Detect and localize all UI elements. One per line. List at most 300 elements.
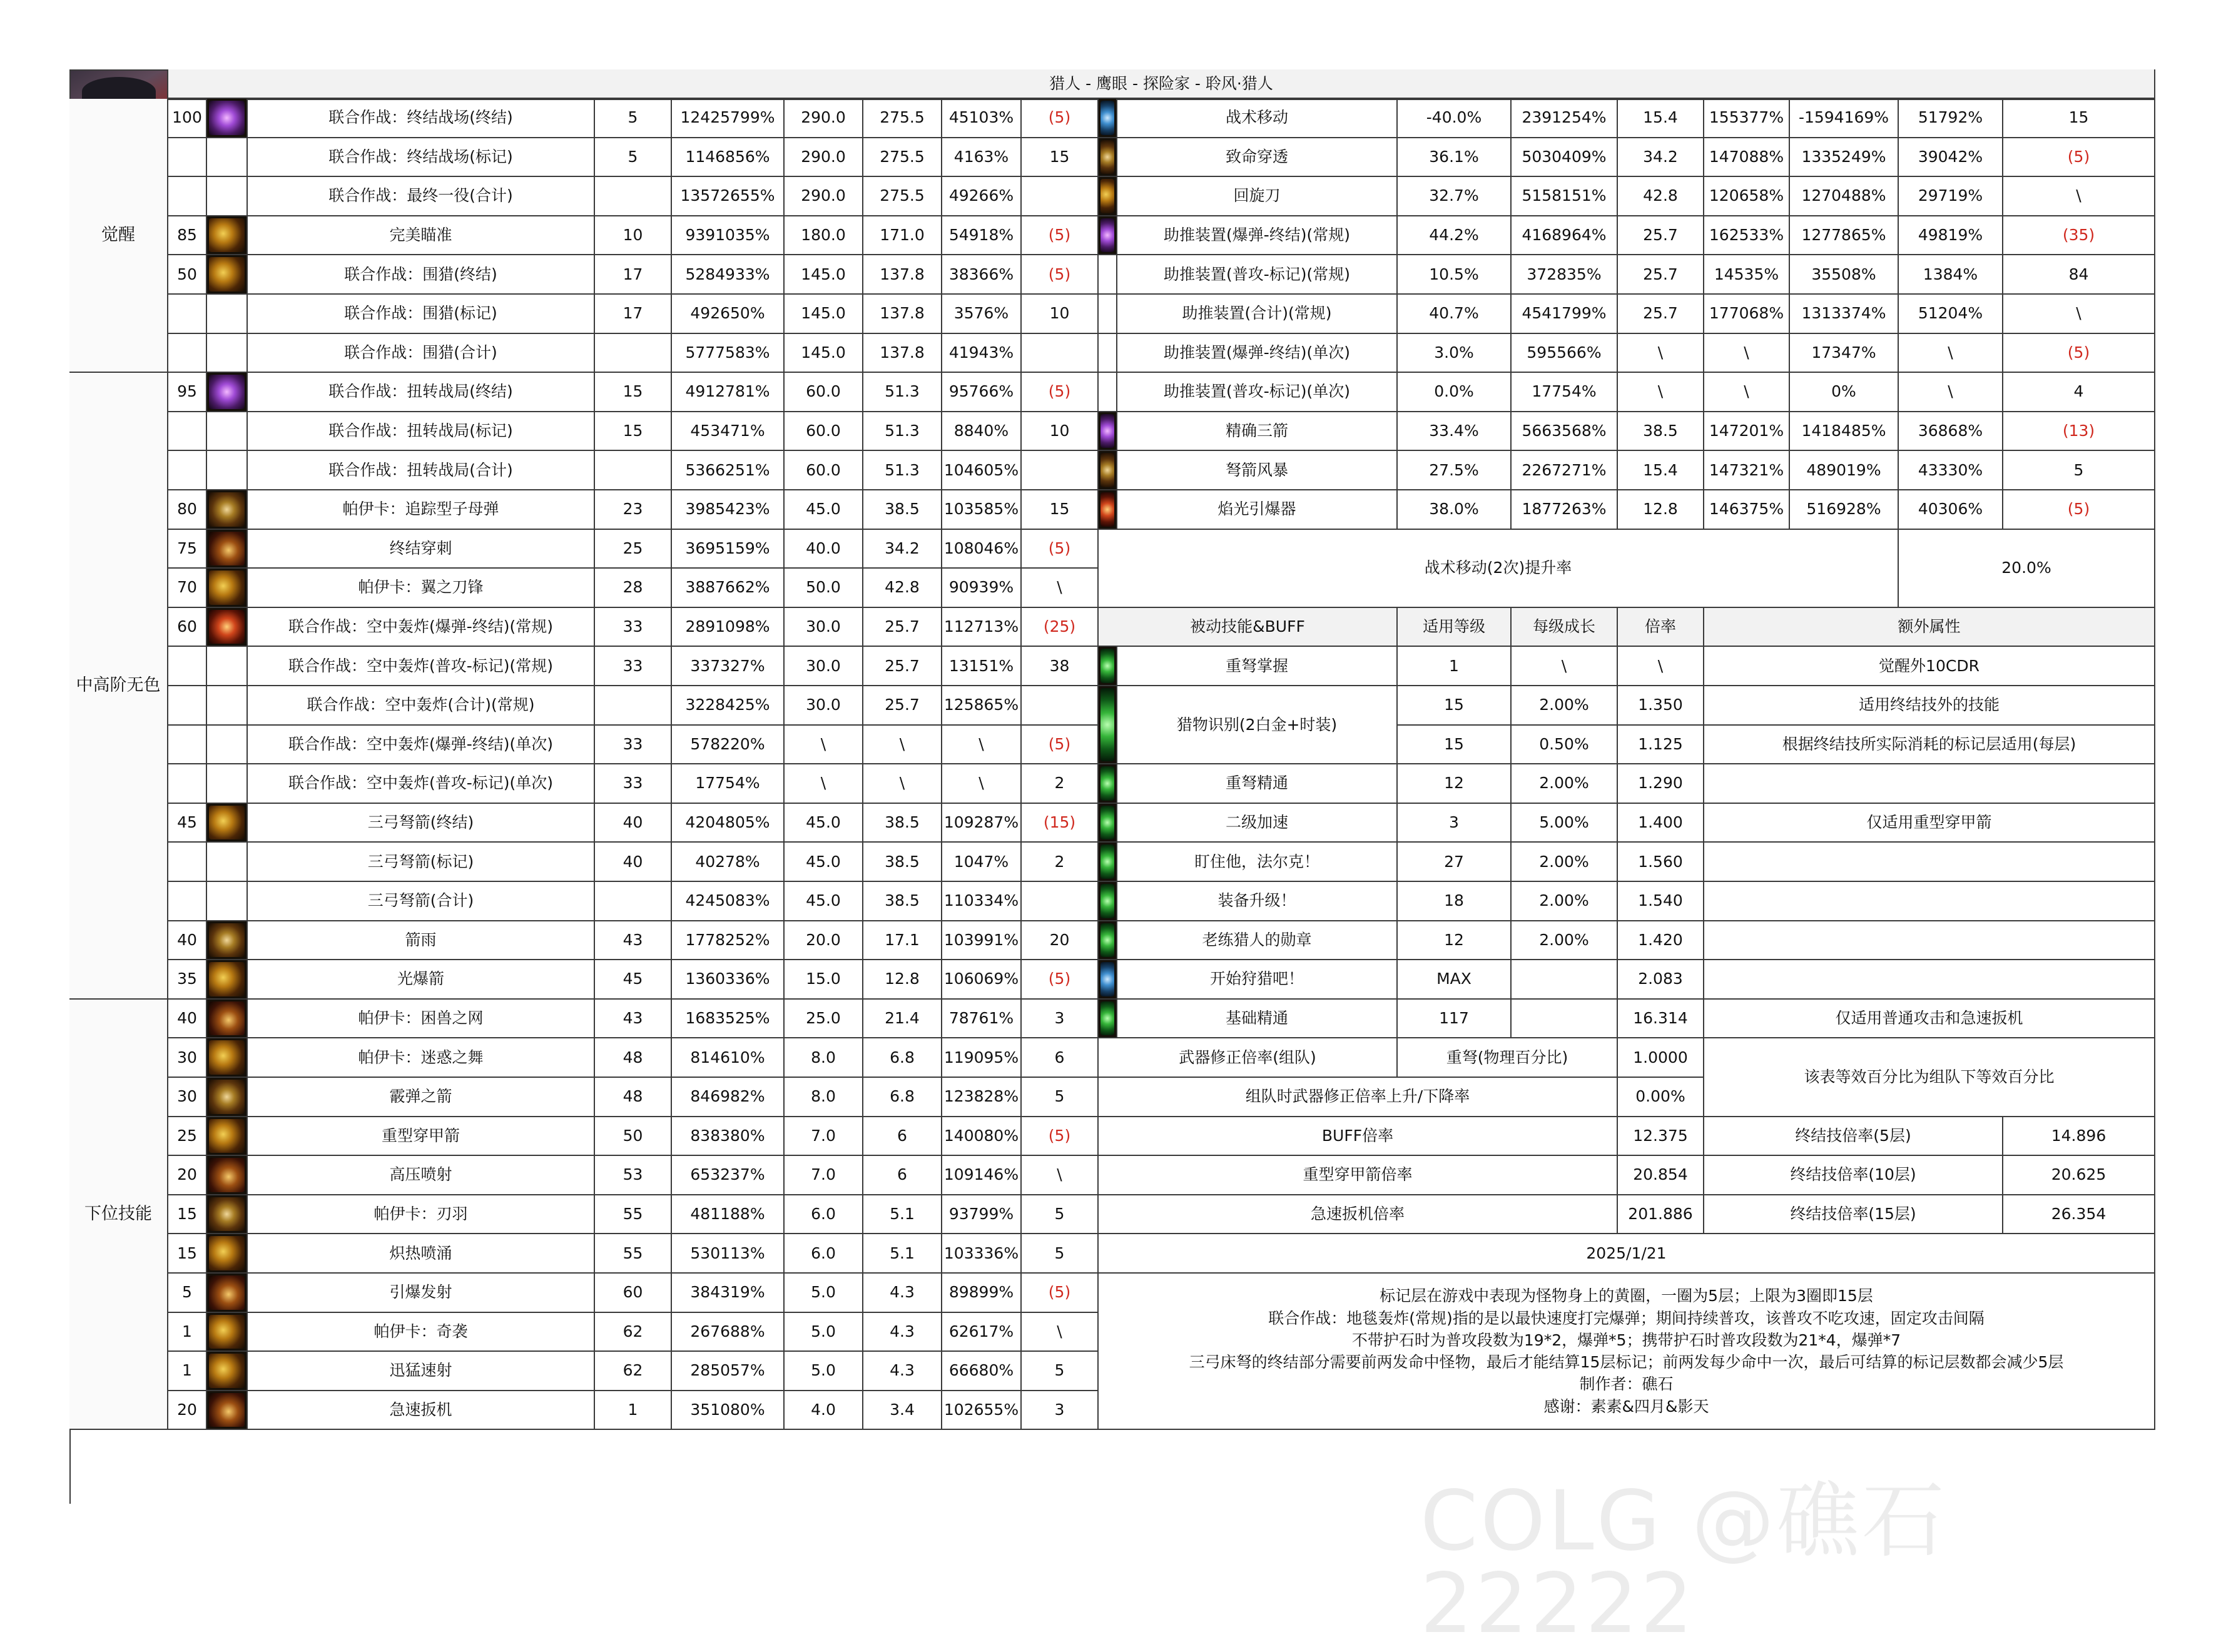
skill-dps: 103336% [942,1234,1022,1274]
skill-icon [207,216,248,256]
skill-pct [168,686,207,726]
skill-icon [207,373,248,412]
talisman-eff-pct: 2391254% [1512,99,1618,138]
skill-level: 62 [595,1313,672,1352]
talisman-dps-boost: 40306% [1899,490,2003,530]
skill-name: 完美瞄准 [248,216,595,256]
passive-extra [1704,882,2155,921]
skill-icon [207,608,248,647]
skill-name: 重型穿甲箭 [248,1117,595,1157]
passive-extra: 根据终结技所实际消耗的标记层适用(每层) [1704,726,2155,765]
skill-base-cd: 60.0 [785,412,863,452]
skill-base-cd: 20.0 [785,921,863,961]
talisman-single-boost: 1313374% [1790,295,1899,334]
skill-real-cd: 51.3 [863,373,942,412]
skill-name: 联合作战：最终一役(合计) [248,177,595,216]
skill-name: 联合作战：扭转战局(终结) [248,373,595,412]
skill-real-cd: 275.5 [863,177,942,216]
skill-real-cd: \ [863,764,942,804]
skill-marks: 2 [1022,764,1099,804]
skill-real-cd: 5.1 [863,1234,942,1274]
passive-level: 18 [1398,882,1512,921]
skill-icon [207,1117,248,1157]
talisman-single-boost: 1277865% [1790,216,1899,256]
skill-marks: (5) [1022,960,1099,1000]
skill-pct: 20 [168,1156,207,1195]
skill-name: 帕伊卡：翼之刀锋 [248,569,595,608]
skill-pct: 15 [168,1195,207,1235]
skill-name: 光爆箭 [248,960,595,1000]
skill-base-cd: 6.0 [785,1234,863,1274]
skill-dps: 49266% [942,177,1022,216]
skill-eff-pct: 1146856% [672,138,785,178]
skill-dps: 13151% [942,647,1022,686]
passive-ratio: 16.314 [1618,1000,1704,1039]
skill-base-cd: 30.0 [785,686,863,726]
skill-name: 三弓弩箭(终结) [248,804,595,843]
passive-level: 3 [1398,804,1512,843]
talisman-dps-boost: \ [1899,373,2003,412]
passive-icon [1099,1000,1117,1039]
skill-pct: 70 [168,569,207,608]
skill-base-cd: 290.0 [785,177,863,216]
skill-pct: 40 [168,1000,207,1039]
passive-level: 15 [1398,726,1512,765]
skill-pct: 25 [168,1117,207,1157]
talisman-cd: 15.4 [1618,99,1704,138]
skill-pct: 45 [168,804,207,843]
skill-marks: (15) [1022,804,1099,843]
skill-real-cd: 6.8 [863,1078,942,1117]
skill-icon-empty [207,451,248,490]
talisman-boost: 38.0% [1398,490,1512,530]
skill-level: 48 [595,1078,672,1117]
passive-name: 开始狩猎吧！ [1117,960,1398,1000]
skill-name: 三弓弩箭(合计) [248,882,595,921]
skill-pct: 20 [168,1391,207,1431]
talisman-name: 助推装置(爆弹-终结)(单次) [1117,334,1398,373]
skill-marks: (25) [1022,608,1099,647]
skill-eff-pct: 3695159% [672,530,785,569]
skill-base-cd: 45.0 [785,804,863,843]
skill-real-cd: 137.8 [863,255,942,295]
passive-extra [1704,764,2155,804]
talisman-eff-pct: 17754% [1512,373,1618,412]
skill-real-cd: 3.4 [863,1391,942,1431]
talisman-eff-pct: 1877263% [1512,490,1618,530]
skill-pct [168,764,207,804]
skill-icon [207,255,248,295]
skill-base-cd: 180.0 [785,216,863,256]
skill-real-cd: 275.5 [863,138,942,178]
talisman-eff-pct: 5158151% [1512,177,1618,216]
skill-marks: 10 [1022,412,1099,452]
note-line: 不带护石时为普攻段数为19*2，爆弹*5；携带护石时普攻段数为21*4，爆弹*7 [1351,1330,1901,1349]
passive-header-growth: 每级成长 [1512,608,1618,647]
talisman-dps-boost: 29719% [1899,177,2003,216]
skill-real-cd: 6 [863,1117,942,1157]
passive-icon [1099,960,1117,1000]
talisman-name: 焰光引爆器 [1117,490,1398,530]
skill-icon [207,804,248,843]
talisman-name: 助推装置(普攻-标记)(单次) [1117,373,1398,412]
talisman-eff-pct: 2267271% [1512,451,1618,490]
skill-dps: 109287% [942,804,1022,843]
ratio-label: 重型穿甲箭倍率 [1099,1156,1618,1195]
skill-real-cd: 34.2 [863,530,942,569]
note-line: 联合作战：地毯轰炸(常规)指的是以最快速度打完爆弹；期间持续普攻，该普攻不吃攻速，固定攻击间隔 [1268,1309,1985,1327]
skill-pct: 95 [168,373,207,412]
skill-pct: 85 [168,216,207,256]
skill-marks [1022,451,1099,490]
talisman-boost: 33.4% [1398,412,1512,452]
skill-real-cd: 38.5 [863,843,942,882]
skill-icon [207,1156,248,1195]
skill-marks: (5) [1022,726,1099,765]
talisman-dps-boost: 43330% [1899,451,2003,490]
skill-eff-pct: 267688% [672,1313,785,1352]
passive-icon [1099,686,1117,764]
passive-extra: 仅适用重型穿甲箭 [1704,804,2155,843]
skill-base-cd: 60.0 [785,373,863,412]
finisher-ratio-value: 26.354 [2003,1195,2155,1235]
talisman-dps: 120658% [1704,177,1790,216]
skill-level [595,334,672,373]
skill-real-cd: 171.0 [863,216,942,256]
skill-name: 帕伊卡：困兽之网 [248,1000,595,1039]
skill-eff-pct: 481188% [672,1195,785,1235]
skill-level: 33 [595,726,672,765]
skill-icon-empty [207,647,248,686]
passive-growth [1512,1000,1618,1039]
skill-marks [1022,177,1099,216]
skill-eff-pct: 653237% [672,1156,785,1195]
skill-real-cd: 51.3 [863,451,942,490]
skill-name: 引爆发射 [248,1274,595,1313]
watermark: COLG @礁石22222 [1420,1473,1947,1652]
talisman-icon [1099,99,1117,138]
skill-marks: 3 [1022,1000,1099,1039]
skill-level: 43 [595,921,672,961]
stats-sheet [69,69,2155,1504]
skill-name: 高压喷射 [248,1156,595,1195]
skill-icon [207,1038,248,1078]
skill-real-cd: 4.3 [863,1313,942,1352]
passive-level: 27 [1398,843,1512,882]
weapon-ratio-label: 武器修正倍率(组队) [1099,1038,1398,1078]
skill-level: 17 [595,295,672,334]
skill-name: 炽热喷涌 [248,1234,595,1274]
skill-eff-pct: 285057% [672,1352,785,1391]
skill-name: 帕伊卡：迷惑之舞 [248,1038,595,1078]
talisman-dps: 146375% [1704,490,1790,530]
skill-pct: 50 [168,255,207,295]
skill-icon-empty [207,412,248,452]
skill-eff-pct: 814610% [672,1038,785,1078]
talisman-icon-empty [1099,334,1117,373]
skill-dps: 45103% [942,99,1022,138]
skill-base-cd: 145.0 [785,295,863,334]
passive-icon [1099,647,1117,686]
skill-pct [168,177,207,216]
skill-icon [207,1195,248,1235]
talisman-name: 精确三箭 [1117,412,1398,452]
ratio-value: 201.886 [1618,1195,1704,1235]
skill-dps: \ [942,764,1022,804]
skill-dps: 78761% [942,1000,1022,1039]
skill-level [595,882,672,921]
skill-name: 联合作战：扭转战局(合计) [248,451,595,490]
skill-real-cd: \ [863,726,942,765]
talisman-marks: 5 [2003,451,2155,490]
talisman-cd: \ [1618,334,1704,373]
skill-name: 霰弹之箭 [248,1078,595,1117]
passive-level: 15 [1398,686,1512,726]
skill-pct: 100 [168,99,207,138]
note-line: 标记层在游戏中表现为怪物身上的黄圈，一圈为5层；上限为3圈即15层 [1380,1287,1873,1305]
passive-icon [1099,764,1117,804]
skill-pct [168,451,207,490]
skill-real-cd: 12.8 [863,960,942,1000]
talisman-cd: 15.4 [1618,451,1704,490]
skill-marks [1022,882,1099,921]
finisher-ratio-label: 终结技倍率(5层) [1704,1117,2003,1157]
skill-marks: (5) [1022,530,1099,569]
skill-icon-empty [207,882,248,921]
talisman-single-boost: 516928% [1790,490,1899,530]
skill-real-cd: 4.3 [863,1274,942,1313]
passive-growth: 2.00% [1512,843,1618,882]
skill-pct [168,647,207,686]
skill-real-cd: 137.8 [863,295,942,334]
skill-icon [207,490,248,530]
skill-marks: 20 [1022,921,1099,961]
talisman-icon [1099,412,1117,452]
talisman-eff-pct: 372835% [1512,255,1618,295]
skill-marks [1022,334,1099,373]
skill-base-cd: 25.0 [785,1000,863,1039]
skill-base-cd: 4.0 [785,1391,863,1431]
skill-real-cd: 5.1 [863,1195,942,1235]
skill-level: 33 [595,764,672,804]
weapon-ratio-value: 1.0000 [1618,1038,1704,1078]
skill-name: 三弓弩箭(标记) [248,843,595,882]
tactical-boost-value: 20.0% [1899,530,2155,608]
skill-marks: 10 [1022,295,1099,334]
skill-base-cd: 7.0 [785,1156,863,1195]
skill-real-cd: 6 [863,1156,942,1195]
talisman-cd: 25.7 [1618,255,1704,295]
skill-base-cd: 5.0 [785,1313,863,1352]
skill-dps: 119095% [942,1038,1022,1078]
talisman-name: 致命穿透 [1117,138,1398,178]
talisman-cd: 42.8 [1618,177,1704,216]
skill-name: 联合作战：空中轰炸(爆弹-终结)(常规) [248,608,595,647]
skill-base-cd: 7.0 [785,1117,863,1157]
weapon-updown-value: 0.00% [1618,1078,1704,1117]
passive-icon [1099,804,1117,843]
skill-eff-pct: 492650% [672,295,785,334]
skill-name: 联合作战：终结战场(标记) [248,138,595,178]
skill-marks: 6 [1022,1038,1099,1078]
skill-real-cd: 38.5 [863,882,942,921]
skill-base-cd: 290.0 [785,99,863,138]
talisman-icon [1099,216,1117,256]
talisman-cd: 25.7 [1618,295,1704,334]
talisman-dps: 14535% [1704,255,1790,295]
skill-level: 40 [595,804,672,843]
ratio-value: 12.375 [1618,1117,1704,1157]
finisher-ratio-label: 终结技倍率(10层) [1704,1156,2003,1195]
skill-level: 55 [595,1195,672,1235]
skill-base-cd: 15.0 [785,960,863,1000]
skill-marks [1022,686,1099,726]
skill-eff-pct: 838380% [672,1117,785,1157]
talisman-boost: 3.0% [1398,334,1512,373]
skill-pct: 1 [168,1313,207,1352]
skill-base-cd: 50.0 [785,569,863,608]
skill-icon-empty [207,686,248,726]
skill-level [595,451,672,490]
update-date: 2025/1/21 [1099,1234,2155,1274]
skill-marks: 3 [1022,1391,1099,1431]
skill-real-cd: 137.8 [863,334,942,373]
skill-base-cd: 8.0 [785,1038,863,1078]
skill-real-cd: 25.7 [863,608,942,647]
talisman-icon [1099,451,1117,490]
skill-icon-empty [207,334,248,373]
passive-ratio: 1.125 [1618,726,1704,765]
skill-level: 25 [595,530,672,569]
skill-eff-pct: 1683525% [672,1000,785,1039]
skill-name: 联合作战：扭转战局(标记) [248,412,595,452]
skill-icon [207,1313,248,1352]
skill-marks: 5 [1022,1234,1099,1274]
talisman-marks: (5) [2003,490,2155,530]
talisman-eff-pct: 5663568% [1512,412,1618,452]
skill-level: 5 [595,138,672,178]
skill-real-cd: 275.5 [863,99,942,138]
skill-icon-empty [207,764,248,804]
skill-dps: 90939% [942,569,1022,608]
finisher-ratio-value: 14.896 [2003,1117,2155,1157]
weapon-note: 该表等效百分比为组队下等效百分比 [1704,1038,2155,1117]
skill-marks: \ [1022,1156,1099,1195]
skill-marks: 5 [1022,1352,1099,1391]
skill-dps: 125865% [942,686,1022,726]
skill-marks: 15 [1022,138,1099,178]
note-line: 三弓床弩的终结部分需要前两发命中怪物，最后才能结算15层标记；前两发每少命中一次，最后可结算的标记层数都会减少5层 [1189,1353,2064,1372]
skill-level: 62 [595,1352,672,1391]
talisman-boost: 44.2% [1398,216,1512,256]
skill-level: 17 [595,255,672,295]
skill-pct [168,138,207,178]
talisman-name: 助推装置(合计)(常规) [1117,295,1398,334]
talisman-marks: 84 [2003,255,2155,295]
note-line: 感谢：素素&四月&影天 [1543,1397,1709,1416]
skill-dps: 41943% [942,334,1022,373]
skill-dps: 123828% [942,1078,1022,1117]
talisman-eff-pct: 4541799% [1512,295,1618,334]
skill-icon [207,1078,248,1117]
skill-icon-empty [207,177,248,216]
skill-dps: 103585% [942,490,1022,530]
skill-marks: 38 [1022,647,1099,686]
skill-base-cd: 290.0 [785,138,863,178]
skill-dps: 66680% [942,1352,1022,1391]
skill-level: 5 [595,99,672,138]
talisman-boost: 27.5% [1398,451,1512,490]
skill-icon-empty [207,843,248,882]
skill-dps: 112713% [942,608,1022,647]
talisman-marks: \ [2003,295,2155,334]
passive-ratio: 1.350 [1618,686,1704,726]
passive-growth: 2.00% [1512,764,1618,804]
talisman-single-boost: 1335249% [1790,138,1899,178]
skill-base-cd: 5.0 [785,1274,863,1313]
skill-icon [207,921,248,961]
skill-level [595,177,672,216]
talisman-boost: -40.0% [1398,99,1512,138]
group-label: 中高阶无色 [69,373,168,1000]
skill-icon [207,1234,248,1274]
skill-dps: 140080% [942,1117,1022,1157]
passive-growth: 0.50% [1512,726,1618,765]
passive-header-ratio: 倍率 [1618,608,1704,647]
skill-base-cd: 30.0 [785,608,863,647]
skill-dps: 103991% [942,921,1022,961]
skill-eff-pct: 17754% [672,764,785,804]
skill-eff-pct: 578220% [672,726,785,765]
talisman-cd: 38.5 [1618,412,1704,452]
talisman-name: 弩箭风暴 [1117,451,1398,490]
skill-marks: (5) [1022,1117,1099,1157]
talisman-single-boost: 1418485% [1790,412,1899,452]
skill-level: 1 [595,1391,672,1431]
skill-eff-pct: 530113% [672,1234,785,1274]
skill-pct: 60 [168,608,207,647]
talisman-dps: 162533% [1704,216,1790,256]
skill-pct: 30 [168,1078,207,1117]
skill-eff-pct: 4245083% [672,882,785,921]
talisman-boost: 32.7% [1398,177,1512,216]
skill-name: 联合作战：围猎(标记) [248,295,595,334]
skill-eff-pct: 5366251% [672,451,785,490]
finisher-ratio-label: 终结技倍率(15层) [1704,1195,2003,1235]
talisman-single-boost: -1594169% [1790,99,1899,138]
skill-marks: (5) [1022,255,1099,295]
skill-icon-empty [207,295,248,334]
skill-level: 28 [595,569,672,608]
skill-dps: 54918% [942,216,1022,256]
talisman-boost: 10.5% [1398,255,1512,295]
skill-real-cd: 21.4 [863,1000,942,1039]
talisman-dps: 147201% [1704,412,1790,452]
skill-icon [207,99,248,138]
skill-pct [168,334,207,373]
skill-eff-pct: 2891098% [672,608,785,647]
notes-block [1099,1274,2155,1430]
skill-pct: 1 [168,1352,207,1391]
skill-marks: 5 [1022,1078,1099,1117]
skill-eff-pct: 351080% [672,1391,785,1431]
talisman-dps-boost: 51204% [1899,295,2003,334]
talisman-marks: (13) [2003,412,2155,452]
finisher-ratio-value: 20.625 [2003,1156,2155,1195]
passive-icon [1099,882,1117,921]
note-line: 制作者：礁石 [1579,1375,1674,1394]
talisman-marks: (5) [2003,334,2155,373]
